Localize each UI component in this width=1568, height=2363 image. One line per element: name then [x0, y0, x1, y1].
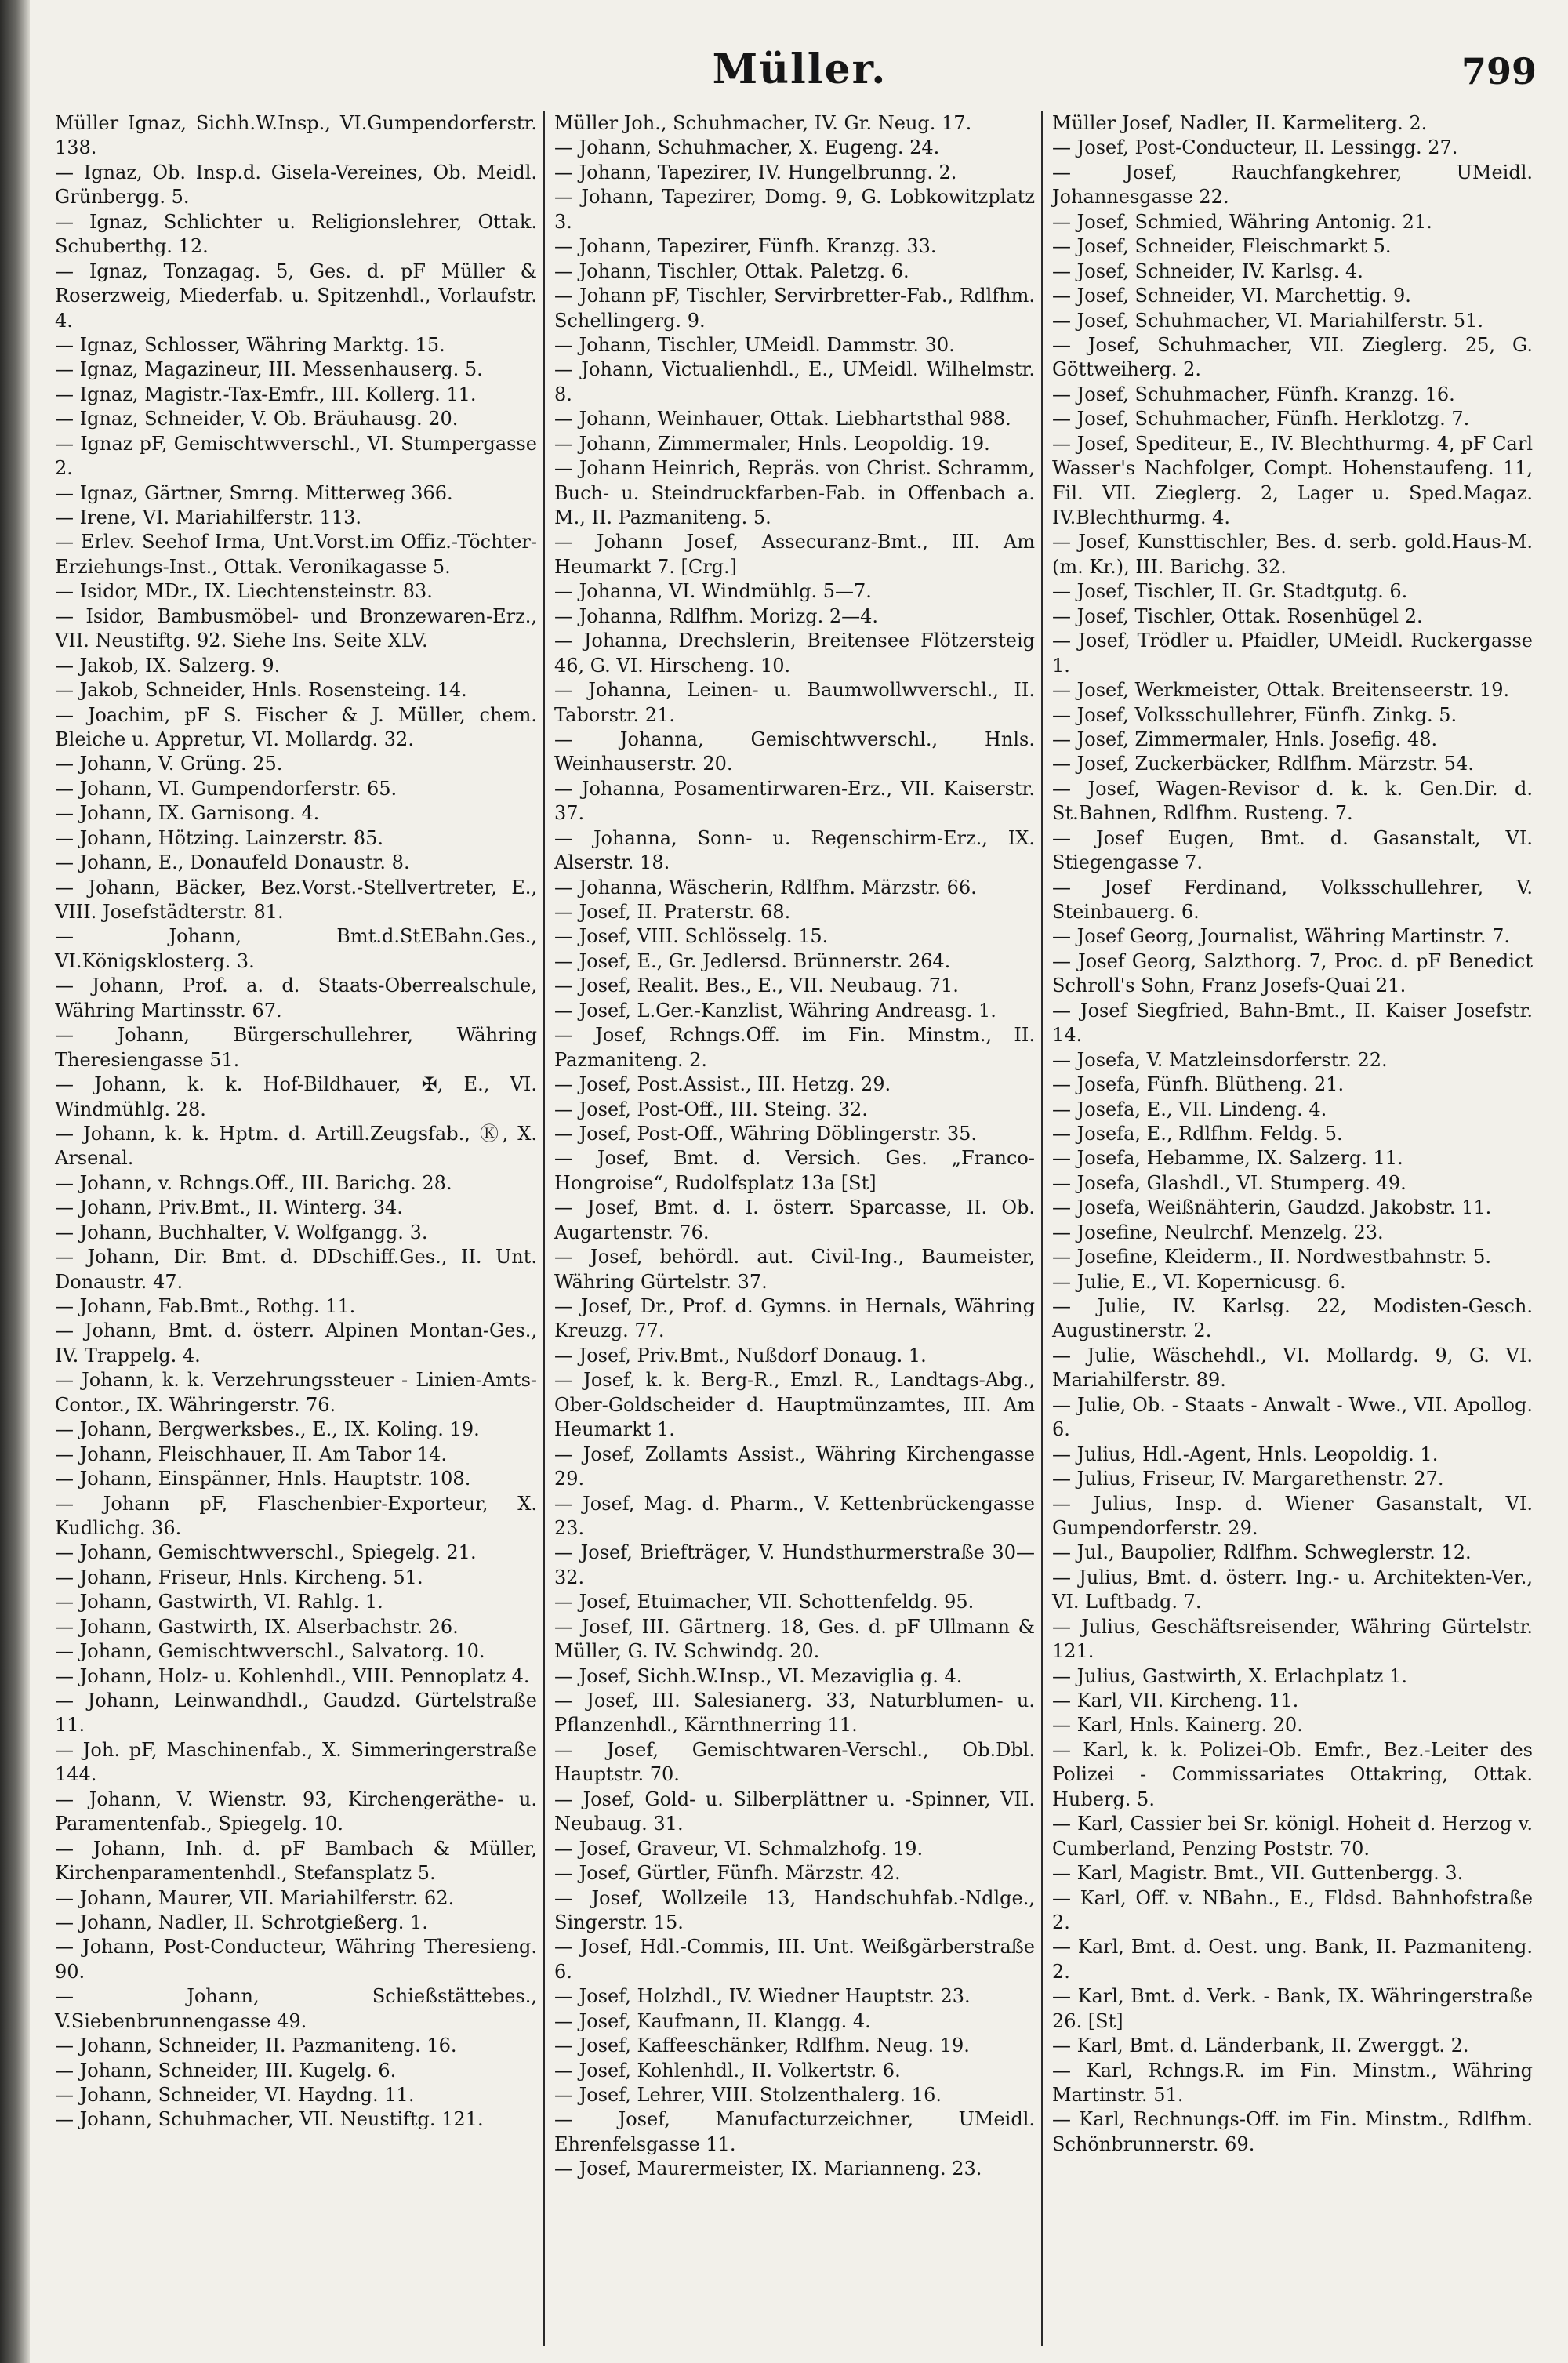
directory-entry: — Josef, Gold- u. Silberplättner u. -Spinner, VII. Neubaug. 31. [554, 1788, 1035, 1835]
directory-entry: — Josef, Volksschullehrer, Fünfh. Zinkg. 5. [1052, 703, 1457, 726]
directory-entry: — Johanna, Wäscherin, Rdlfhm. Märzstr. 66. [554, 876, 977, 898]
directory-entry: — Johann, Fleischhauer, II. Am Tabor 14. [55, 1443, 448, 1465]
directory-entry: — Ignaz, Schlichter u. Religionslehrer, Ottak. Schuberthg. 12. [55, 210, 537, 258]
directory-entry: — Josef, Post.Assist., III. Hetzg. 29. [554, 1073, 891, 1096]
directory-entry: — Julius, Friseur, IV. Margarethenstr. 27. [1052, 1468, 1444, 1490]
directory-entry: — Johann, Schießstättebes., V.Siebenbrunnengasse 49. [55, 1985, 537, 2032]
directory-entry: — Josef Siegfried, Bahn-Bmt., II. Kaiser Josefstr. 14. [1052, 999, 1533, 1047]
directory-entry: — Johann, Zimmermaler, Hnls. Leopoldig. 19. [554, 432, 990, 455]
directory-entry: — Josef, E., Gr. Jedlersd. Brünnerstr. 264. [554, 949, 951, 972]
directory-entry: — Josef, Spediteur, E., IV. Blechthurmg. 4, pF Carl Wasser's Nachfolger, Compt. Hohenstaufeng. 11, Fil. VII. Zieglerg. 2, Lager u. Sped.Magaz. IV.Blechthurmg. 4. [1052, 432, 1533, 528]
directory-columns [45, 111, 1539, 2346]
directory-entry: — Erlev. Seehof Irma, Unt.Vorst.im Offiz.-Töchter-Erziehungs-Inst., Ottak. Veronikagasse 5. [55, 531, 537, 578]
directory-entry: — Karl, Bmt. d. Verk. - Bank, IX. Währingerstraße 26. [St] [1052, 1985, 1533, 2032]
directory-entry: — Josef, behördl. aut. Civil-Ing., Baumeister, Währing Gürtelstr. 37. [554, 1246, 1035, 1293]
directory-entry: — Josef, Gemischtwaren-Verschl., Ob.Dbl. Hauptstr. 70. [554, 1738, 1035, 1786]
directory-entry: — Josef, Bmt. d. I. österr. Sparcasse, II. Ob. Augartenstr. 76. [554, 1196, 1035, 1243]
directory-entry: — Johann, Tapezirer, Fünfh. Kranzg. 33. [554, 235, 937, 258]
directory-entry: — Josef, Schmied, Währing Antonig. 21. [1052, 210, 1432, 233]
directory-entry: — Josef, Gürtler, Fünfh. Märzstr. 42. [554, 1862, 901, 1885]
directory-entry: — Josef, II. Praterstr. 68. [554, 901, 791, 923]
directory-entry: — Isidor, MDr., IX. Liechtensteinstr. 83. [55, 580, 433, 603]
directory-entry: — Jul., Baupolier, Rdlfhm. Schweglerstr. 12. [1052, 1541, 1472, 1564]
directory-entry: — Jakob, Schneider, Hnls. Rosensteing. 14. [55, 679, 467, 702]
directory-entry: — Julie, IV. Karlsg. 22, Modisten-Gesch. Augustinerstr. 2. [1052, 1295, 1533, 1342]
directory-entry: — Julius, Bmt. d. österr. Ing.- u. Architekten-Ver., VI. Luftbadg. 7. [1052, 1566, 1533, 1613]
directory-entry: — Josefa, Glashdl., VI. Stumperg. 49. [1052, 1171, 1406, 1194]
directory-entry: — Josef, Priv.Bmt., Nußdorf Donaug. 1. [554, 1344, 927, 1367]
directory-entry: — Karl, Cassier bei Sr. königl. Hoheit d. Herzog v. Cumberland, Penzing Poststr. 70. [1052, 1813, 1533, 1860]
column-3 [1041, 111, 1539, 2346]
directory-entry: — Johann, Dir. Bmt. d. DDschiff.Ges., II. Unt. Donaustr. 47. [55, 1246, 537, 1293]
directory-entry: — Ignaz, Schlosser, Währing Marktg. 15. [55, 333, 445, 356]
directory-entry: — Karl, Bmt. d. Länderbank, II. Zwerggt. 2. [1052, 2035, 1469, 2057]
directory-entry: — Josef, Zimmermaler, Hnls. Josefig. 48. [1052, 728, 1438, 750]
directory-entry: — Karl, Bmt. d. Oest. ung. Bank, II. Pazmaniteng. 2. [1052, 1936, 1533, 1983]
directory-entry: Müller Ignaz, Sichh.W.Insp., VI.Gumpendorferstr. 138. [55, 112, 537, 159]
directory-entry: — Johann, Bmt. d. österr. Alpinen Montan-Ges., IV. Trappelg. 4. [55, 1319, 537, 1367]
directory-entry: — Josef, Schuhmacher, VII. Zieglerg. 25, G. Göttweiherg. 2. [1052, 333, 1533, 381]
directory-entry: — Johann, Weinhauer, Ottak. Liebhartsthal 988. [554, 408, 1011, 430]
directory-entry: — Johann, Tapezirer, IV. Hungelbrunng. 2. [554, 161, 957, 183]
directory-entry: — Josef, Rchngs.Off. im Fin. Minstm., II. Pazmaniteng. 2. [554, 1024, 1035, 1071]
directory-entry: — Josef, Manufacturzeichner, UMeidl. Ehrenfelsgasse 11. [554, 2108, 1035, 2155]
directory-entry: — Josef, Holzhdl., IV. Wiedner Hauptstr. 23. [554, 1985, 971, 2008]
directory-entry: — Josef, Dr., Prof. d. Gymns. in Hernals, Währing Kreuzg. 77. [554, 1295, 1035, 1342]
directory-entry: — Ignaz, Schneider, V. Ob. Bräuhausg. 20. [55, 408, 459, 430]
directory-entry: — Josef, Schneider, Fleischmarkt 5. [1052, 235, 1392, 258]
directory-entry: — Joachim, pF S. Fischer & J. Müller, chem. Bleiche u. Appretur, VI. Mollardg. 32. [55, 703, 537, 750]
directory-entry: — Josefine, Kleiderm., II. Nordwestbahnstr. 5. [1052, 1246, 1492, 1269]
directory-entry: — Johanna, Drechslerin, Breitensee Flötzersteig 46, G. VI. Hirscheng. 10. [554, 630, 1035, 677]
directory-entry: — Johann, Prof. a. d. Staats-Oberrealschule, Währing Martinsstr. 67. [55, 975, 537, 1022]
directory-entry: — Johann, Schuhmacher, X. Eugeng. 24. [554, 136, 940, 159]
directory-entry: — Johann, Gemischtwverschl., Salvatorg. 10. [55, 1640, 485, 1663]
directory-entry: — Josef, Post-Conducteur, II. Lessingg. 27. [1052, 136, 1458, 159]
directory-entry: — Johann Josef, Assecuranz-Bmt., III. Am Heumarkt 7. [Crg.] [554, 531, 1035, 578]
directory-entry: — Johann, Tischler, UMeidl. Dammstr. 30. [554, 333, 955, 356]
column-2 [543, 111, 1041, 2346]
directory-entry: — Johann, Bergwerksbes., E., IX. Koling. 19. [55, 1418, 480, 1441]
page-header [63, 45, 1537, 107]
directory-entry: — Josef, Trödler u. Pfaidler, UMeidl. Ruckergasse 1. [1052, 630, 1533, 677]
directory-entry: — Johann, VI. Gumpendorferstr. 65. [55, 777, 397, 800]
directory-entry: — Isidor, Bambusmöbel- und Bronzewaren-Erz., VII. Neustiftg. 92. Siehe Ins. Seite XLV. [55, 604, 537, 652]
directory-entry: — Ignaz, Gärtner, Smrng. Mitterweg 366. [55, 481, 453, 504]
directory-entry: — Josef, Schuhmacher, Fünfh. Herklotzg. 7. [1052, 408, 1470, 430]
directory-entry: — Josef, III. Salesianerg. 33, Naturblumen- u. Pflanzenhdl., Kärnthnerring 11. [554, 1690, 1035, 1737]
directory-entry: — Josef, Tischler, II. Gr. Stadtgutg. 6. [1052, 580, 1408, 603]
directory-entry: — Johann, Bäcker, Bez.Vorst.-Stellvertreter, E., VIII. Josefstädterstr. 81. [55, 876, 537, 923]
directory-entry: — Johanna, Posamentirwaren-Erz., VII. Kaiserstr. 37. [554, 777, 1035, 825]
directory-entry: — Josefa, Weißnähterin, Gaudzd. Jakobstr. 11. [1052, 1196, 1492, 1219]
directory-entry: — Josefa, E., Rdlfhm. Feldg. 5. [1052, 1122, 1343, 1145]
page-title: Müller. [712, 45, 887, 93]
directory-entry: — Josef, k. k. Berg-R., Emzl. R., Landtags-Abg., Ober-Goldscheider d. Hauptmünzamtes, III. Am Heumarkt 1. [554, 1369, 1035, 1441]
directory-entry: Müller Josef, Nadler, II. Karmeliterg. 2. [1052, 112, 1428, 134]
directory-entry: — Josef, Kaufmann, II. Klangg. 4. [554, 2009, 871, 2032]
directory-entry: — Josef, Kaffeeschänker, Rdlfhm. Neug. 19. [554, 2035, 970, 2057]
directory-entry: — Johann, Gastwirth, VI. Rahlg. 1. [55, 1591, 383, 1613]
directory-entry: — Josef, Rauchfangkehrer, UMeidl. Johannesgasse 22. [1052, 161, 1533, 209]
directory-entry: — Julie, Ob. - Staats - Anwalt - Wwe., VII. Apollog. 6. [1052, 1393, 1533, 1441]
directory-entry: — Josef Georg, Salzthorg. 7, Proc. d. pF Benedict Schroll's Sohn, Franz Josefs-Quai 21. [1052, 949, 1533, 997]
directory-entry: — Josef, L.Ger.-Kanzlist, Währing Andreasg. 1. [554, 999, 996, 1022]
directory-entry: — Josef, Zollamts Assist., Währing Kirchengasse 29. [554, 1443, 1035, 1490]
directory-entry: — Jakob, IX. Salzerg. 9. [55, 654, 281, 677]
directory-entry: — Josef, Schuhmacher, Fünfh. Kranzg. 16. [1052, 383, 1455, 405]
scan-edge [0, 0, 30, 2363]
directory-entry: — Josef, Kunsttischler, Bes. d. serb. gold.Haus-M. (m. Kr.), III. Barichg. 32. [1052, 531, 1533, 578]
directory-entry: — Johann, Schneider, VI. Haydng. 11. [55, 2084, 415, 2106]
directory-entry: — Ignaz, Magistr.-Tax-Emfr., III. Kollerg. 11. [55, 383, 477, 405]
directory-entry: — Karl, k. k. Polizei-Ob. Emfr., Bez.-Leiter des Polizei - Commissariates Ottakring, Ottak. Huberg. 5. [1052, 1738, 1533, 1810]
directory-entry: — Karl, Hnls. Kainerg. 20. [1052, 1714, 1303, 1737]
directory-entry: — Johann, Fab.Bmt., Rothg. 11. [55, 1295, 356, 1317]
directory-entry: — Josef, Schneider, IV. Karlsg. 4. [1052, 260, 1363, 282]
directory-entry: — Julius, Hdl.-Agent, Hnls. Leopoldig. 1. [1052, 1443, 1439, 1465]
directory-entry: — Johann, Tischler, Ottak. Paletzg. 6. [554, 260, 909, 282]
directory-entry: — Karl, Rechnungs-Off. im Fin. Minstm., Rdlfhm. Schönbrunnerstr. 69. [1052, 2108, 1533, 2155]
directory-entry: — Johann, Schuhmacher, VII. Neustiftg. 121. [55, 2108, 484, 2131]
directory-entry: — Johanna, Gemischtwverschl., Hnls. Weinhauserstr. 20. [554, 728, 1035, 775]
directory-entry: — Josef, Graveur, VI. Schmalzhofg. 19. [554, 1837, 924, 1860]
directory-entry: — Irene, VI. Mariahilferstr. 113. [55, 506, 361, 528]
directory-entry: — Johann, Gastwirth, IX. Alserbachstr. 26. [55, 1615, 459, 1638]
directory-entry: — Josef, III. Gärtnerg. 18, Ges. d. pF Ullmann & Müller, G. IV. Schwindg. 20. [554, 1615, 1035, 1663]
directory-entry: — Johanna, Leinen- u. Baumwollwverschl., II. Taborstr. 21. [554, 679, 1035, 726]
directory-entry: — Johann, Hötzing. Lainzerstr. 85. [55, 826, 383, 849]
directory-entry: — Johann, Einspänner, Hnls. Hauptstr. 108. [55, 1468, 471, 1490]
directory-entry: — Josef, Etuimacher, VII. Schottenfeldg. 95. [554, 1591, 975, 1613]
directory-entry: — Johann, v. Rchngs.Off., III. Barichg. 28. [55, 1171, 452, 1194]
directory-entry: — Josef, Briefträger, V. Hundsthurmerstraße 30—32. [554, 1541, 1035, 1588]
directory-entry: — Josef, Realit. Bes., E., VII. Neubaug. 71. [554, 975, 959, 997]
directory-entry: — Johann, IX. Garnisong. 4. [55, 802, 320, 825]
directory-entry: — Josef, Kohlenhdl., II. Volkertstr. 6. [554, 2059, 901, 2082]
directory-entry: — Karl, VII. Kircheng. 11. [1052, 1690, 1299, 1711]
directory-entry: — Karl, Rchngs.R. im Fin. Minstm., Währing Martinstr. 51. [1052, 2059, 1533, 2106]
directory-entry: — Ignaz, Magazineur, III. Messenhauserg. 5. [55, 358, 483, 381]
directory-entry: — Josef, Werkmeister, Ottak. Breitenseerstr. 19. [1052, 679, 1510, 702]
directory-entry: — Julie, Wäschehdl., VI. Mollardg. 9, G. VI. Mariahilferstr. 89. [1052, 1344, 1533, 1392]
directory-entry: — Karl, Off. v. NBahn., E., Fldsd. Bahnhofstraße 2. [1052, 1886, 1533, 1933]
directory-entry: — Josef, Tischler, Ottak. Rosenhügel 2. [1052, 604, 1423, 627]
directory-entry: — Johann, Victualienhdl., E., UMeidl. Wilhelmstr. 8. [554, 358, 1035, 405]
directory-entry: — Johann, k. k. Verzehrungssteuer - Linien-Amts-Contor., IX. Währingerstr. 76. [55, 1369, 537, 1416]
directory-entry: — Josef, Wollzeile 13, Handschuhfab.-Ndlge., Singerstr. 15. [554, 1886, 1035, 1933]
directory-entry: — Josef, Post-Off., III. Steing. 32. [554, 1098, 868, 1120]
directory-entry: — Johann, E., Donaufeld Donaustr. 8. [55, 851, 410, 874]
directory-entry: Müller Joh., Schuhmacher, IV. Gr. Neug. 17. [554, 112, 972, 134]
directory-entry: — Johann, Bürgerschullehrer, Währing Theresiengasse 51. [55, 1024, 537, 1071]
directory-entry: — Julius, Gastwirth, X. Erlachplatz 1. [1052, 1664, 1407, 1687]
directory-entry: — Josef Georg, Journalist, Währing Martinstr. 7. [1052, 925, 1511, 948]
directory-entry: — Josefa, E., VII. Lindeng. 4. [1052, 1098, 1327, 1120]
directory-entry: — Josef, Wagen-Revisor d. k. k. Gen.Dir. d. St.Bahnen, Rdlfhm. Rusteng. 7. [1052, 777, 1533, 825]
column-1 [45, 111, 543, 2346]
directory-entry: — Johann Heinrich, Repräs. von Christ. Schramm, Buch- u. Steindruckfarben-Fab. in Offenbach a. M., II. Pazmaniteng. 5. [554, 457, 1035, 528]
directory-entry: — Ignaz, Tonzagag. 5, Ges. d. pF Müller & Roserzweig, Miederfab. u. Spitzenhdl., Vorlaufstr. 4. [55, 260, 537, 332]
directory-entry: — Josef, Mag. d. Pharm., V. Kettenbrückengasse 23. [554, 1492, 1035, 1539]
directory-entry: — Johann, k. k. Hof-Bildhauer, ✠, E., VI. Windmühlg. 28. [55, 1073, 537, 1120]
directory-entry: — Josef, Schuhmacher, VI. Mariahilferstr. 51. [1052, 309, 1484, 332]
directory-entry: — Johann, Tapezirer, Domg. 9, G. Lobkowitzplatz 3. [554, 186, 1035, 233]
page-number: 799 [1461, 50, 1537, 93]
directory-entry: — Johann, V. Grüng. 25. [55, 753, 283, 775]
directory-entry: — Josef, Lehrer, VIII. Stolzenthalerg. 16. [554, 2084, 942, 2106]
directory-entry: — Ignaz pF, Gemischtwverschl., VI. Stumpergasse 2. [55, 432, 537, 480]
directory-entry: — Josefa, Hebamme, IX. Salzerg. 11. [1052, 1147, 1403, 1170]
directory-entry: — Johann, k. k. Hptm. d. Artill.Zeugsfab., Ⓚ, X. Arsenal. [55, 1122, 537, 1170]
directory-entry: — Josef, Hdl.-Commis, III. Unt. Weißgärberstraße 6. [554, 1936, 1035, 1983]
directory-entry: — Julius, Geschäftsreisender, Währing Gürtelstr. 121. [1052, 1615, 1533, 1663]
directory-entry: — Johanna, Sonn- u. Regenschirm-Erz., IX. Alserstr. 18. [554, 826, 1035, 874]
directory-entry: — Josef Eugen, Bmt. d. Gasanstalt, VI. Stiegengasse 7. [1052, 826, 1533, 874]
directory-entry: — Karl, Magistr. Bmt., VII. Guttenbergg. 3. [1052, 1862, 1464, 1885]
directory-entry: — Johann, Schneider, III. Kugelg. 6. [55, 2059, 397, 2082]
directory-entry: — Johanna, Rdlfhm. Morizg. 2—4. [554, 604, 879, 627]
directory-entry: — Josef Ferdinand, Volksschullehrer, V. Steinbauerg. 6. [1052, 876, 1533, 923]
directory-entry: — Johann pF, Tischler, Servirbretter-Fab., Rdlfhm. Schellingerg. 9. [554, 285, 1035, 332]
directory-entry: — Josefa, Fünfh. Blütheng. 21. [1052, 1073, 1345, 1096]
directory-entry: — Johann pF, Flaschenbier-Exporteur, X. Kudlichg. 36. [55, 1492, 537, 1539]
directory-entry: — Josef, Zuckerbäcker, Rdlfhm. Märzstr. 54. [1052, 753, 1474, 775]
directory-entry: — Ignaz, Ob. Insp.d. Gisela-Vereines, Ob. Meidl. Grünbergg. 5. [55, 161, 537, 209]
directory-entry: — Joh. pF, Maschinenfab., X. Simmeringerstraße 144. [55, 1738, 537, 1786]
directory-entry: — Josefine, Neulrchf. Menzelg. 23. [1052, 1221, 1384, 1243]
directory-entry: — Josef, Schneider, VI. Marchettig. 9. [1052, 285, 1411, 307]
directory-entry: — Josef, Maurermeister, IX. Marianneng. 23. [554, 2158, 982, 2180]
directory-entry: — Johann, Bmt.d.StEBahn.Ges., VI.Königsklosterg. 3. [55, 925, 537, 972]
directory-entry: — Johann, Priv.Bmt., II. Winterg. 34. [55, 1196, 403, 1219]
directory-entry: — Johann, Holz- u. Kohlenhdl., VIII. Pennoplatz 4. [55, 1664, 530, 1687]
directory-entry: — Johann, Friseur, Hnls. Kircheng. 51. [55, 1566, 423, 1588]
directory-entry: — Johann, Inh. d. pF Bambach & Müller, Kirchenparamentenhdl., Stefansplatz 5. [55, 1837, 537, 1885]
directory-entry: — Johann, Maurer, VII. Mariahilferstr. 62. [55, 1886, 455, 1909]
directory-entry: — Johann, Post-Conducteur, Währing Theresieng. 90. [55, 1936, 537, 1983]
directory-entry: — Josef, Sichh.W.Insp., VI. Mezaviglia g. 4. [554, 1664, 963, 1687]
directory-entry: — Julius, Insp. d. Wiener Gasanstalt, VI. Gumpendorferstr. 29. [1052, 1492, 1533, 1539]
directory-entry: — Josefa, V. Matzleinsdorferstr. 22. [1052, 1048, 1388, 1071]
directory-entry: — Johann, Gemischtwverschl., Spiegelg. 21. [55, 1541, 477, 1564]
directory-entry: — Johann, Buchhalter, V. Wolfgangg. 3. [55, 1221, 428, 1243]
directory-entry: — Johann, V. Wienstr. 93, Kirchengeräthe- u. Paramentenfab., Spiegelg. 10. [55, 1788, 537, 1835]
directory-entry: — Johann, Schneider, II. Pazmaniteng. 16. [55, 2035, 457, 2057]
directory-entry: — Johanna, VI. Windmühlg. 5—7. [554, 580, 872, 603]
directory-entry: — Julie, E., VI. Kopernicusg. 6. [1052, 1270, 1346, 1293]
directory-entry: — Josef, Bmt. d. Versich. Ges. „Franco-Hongroise“, Rudolfsplatz 13a [St] [554, 1147, 1035, 1194]
directory-entry: — Josef, VIII. Schlösselg. 15. [554, 925, 829, 948]
directory-entry: — Johann, Leinwandhdl., Gaudzd. Gürtelstraße 11. [55, 1690, 537, 1737]
directory-entry: — Johann, Nadler, II. Schrotgießerg. 1. [55, 1911, 428, 1933]
directory-entry: — Josef, Post-Off., Währing Döblingerstr. 35. [554, 1122, 978, 1145]
